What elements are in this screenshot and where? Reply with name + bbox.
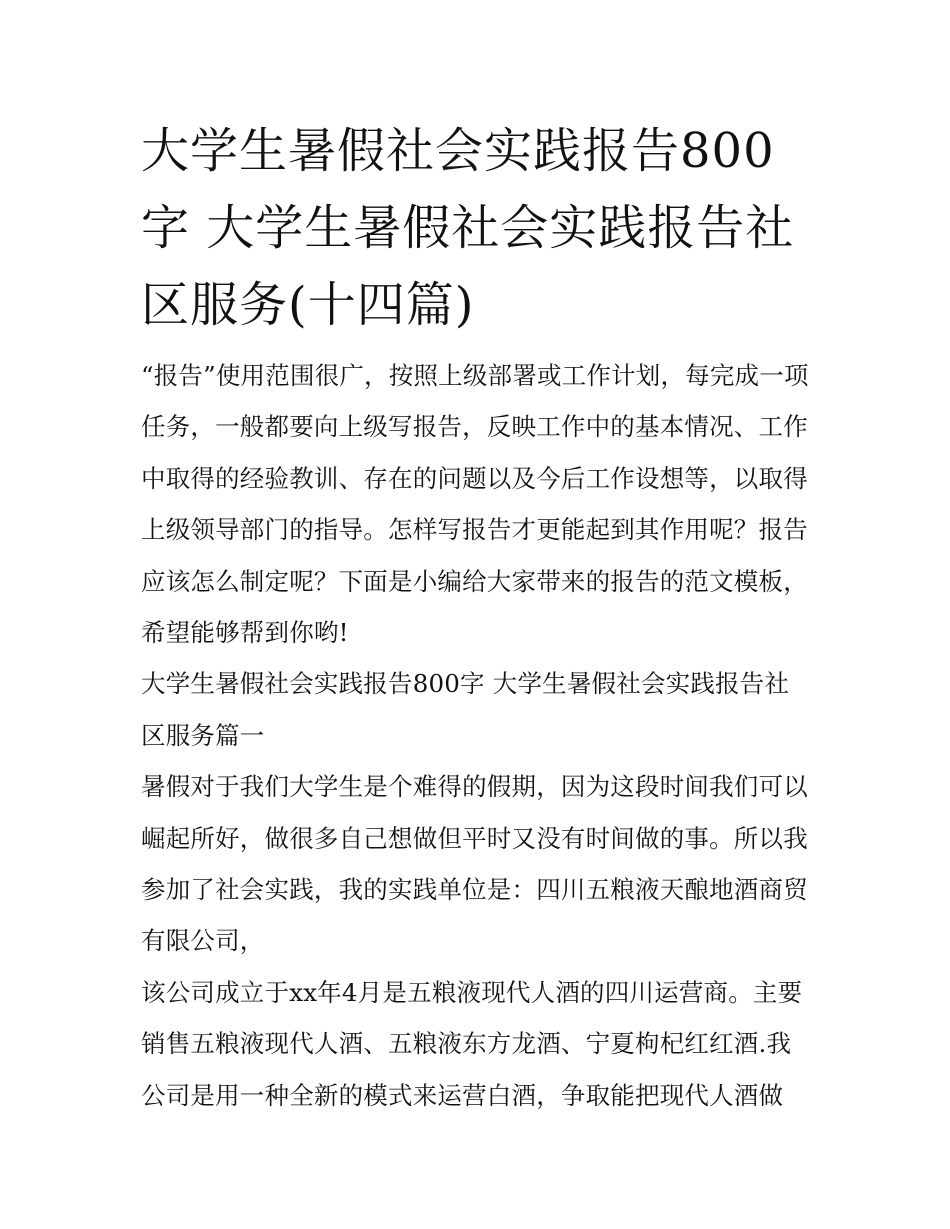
title-line-3: 区服务(十四篇) <box>141 277 475 333</box>
body-paragraph-1: 暑假对于我们大学生是个难得的假期，因为这段时间我们可以崛起所好，做很多自己想做但平时又没有时间做的事。所以我参加了社会实践，我的实践单位是：四川五粮液天酿地酒商贸有限公司， <box>141 772 808 956</box>
intro-paragraph: “报告”使用范围很广，按照上级部署或工作计划，每完成一项任务，一般都要向上级写报告，反映工作中的基本情况、工作中取得的经验教训、存在的问题以及今后工作设想等，以取得上级领导部门的指导。怎样写报告才更能起到其作用呢？报告应该怎么制定呢？下面是小编给大家带来的报告的范文模板，希望能够帮到你哟! <box>141 361 809 648</box>
body-paragraph-2: 该公司成立于xx年4月是五粮液现代人酒的四川运营商。主要销售五粮液现代人酒、五粮液东方龙酒、宁夏枸杞红红酒.我公司是用一种全新的模式来运营白酒，争取能把现代人酒做 <box>141 977 803 1110</box>
section-heading: 大学生暑假社会实践报告800字 大学生暑假社会实践报告社区服务篇一 <box>141 669 790 750</box>
document-title <box>141 113 813 344</box>
title-line-1: 大学生暑假社会实践报告800 <box>141 123 775 179</box>
title-line-2: 字 大学生暑假社会实践报告社 <box>141 200 795 256</box>
document-body <box>141 350 813 1121</box>
document-content <box>141 113 813 1121</box>
